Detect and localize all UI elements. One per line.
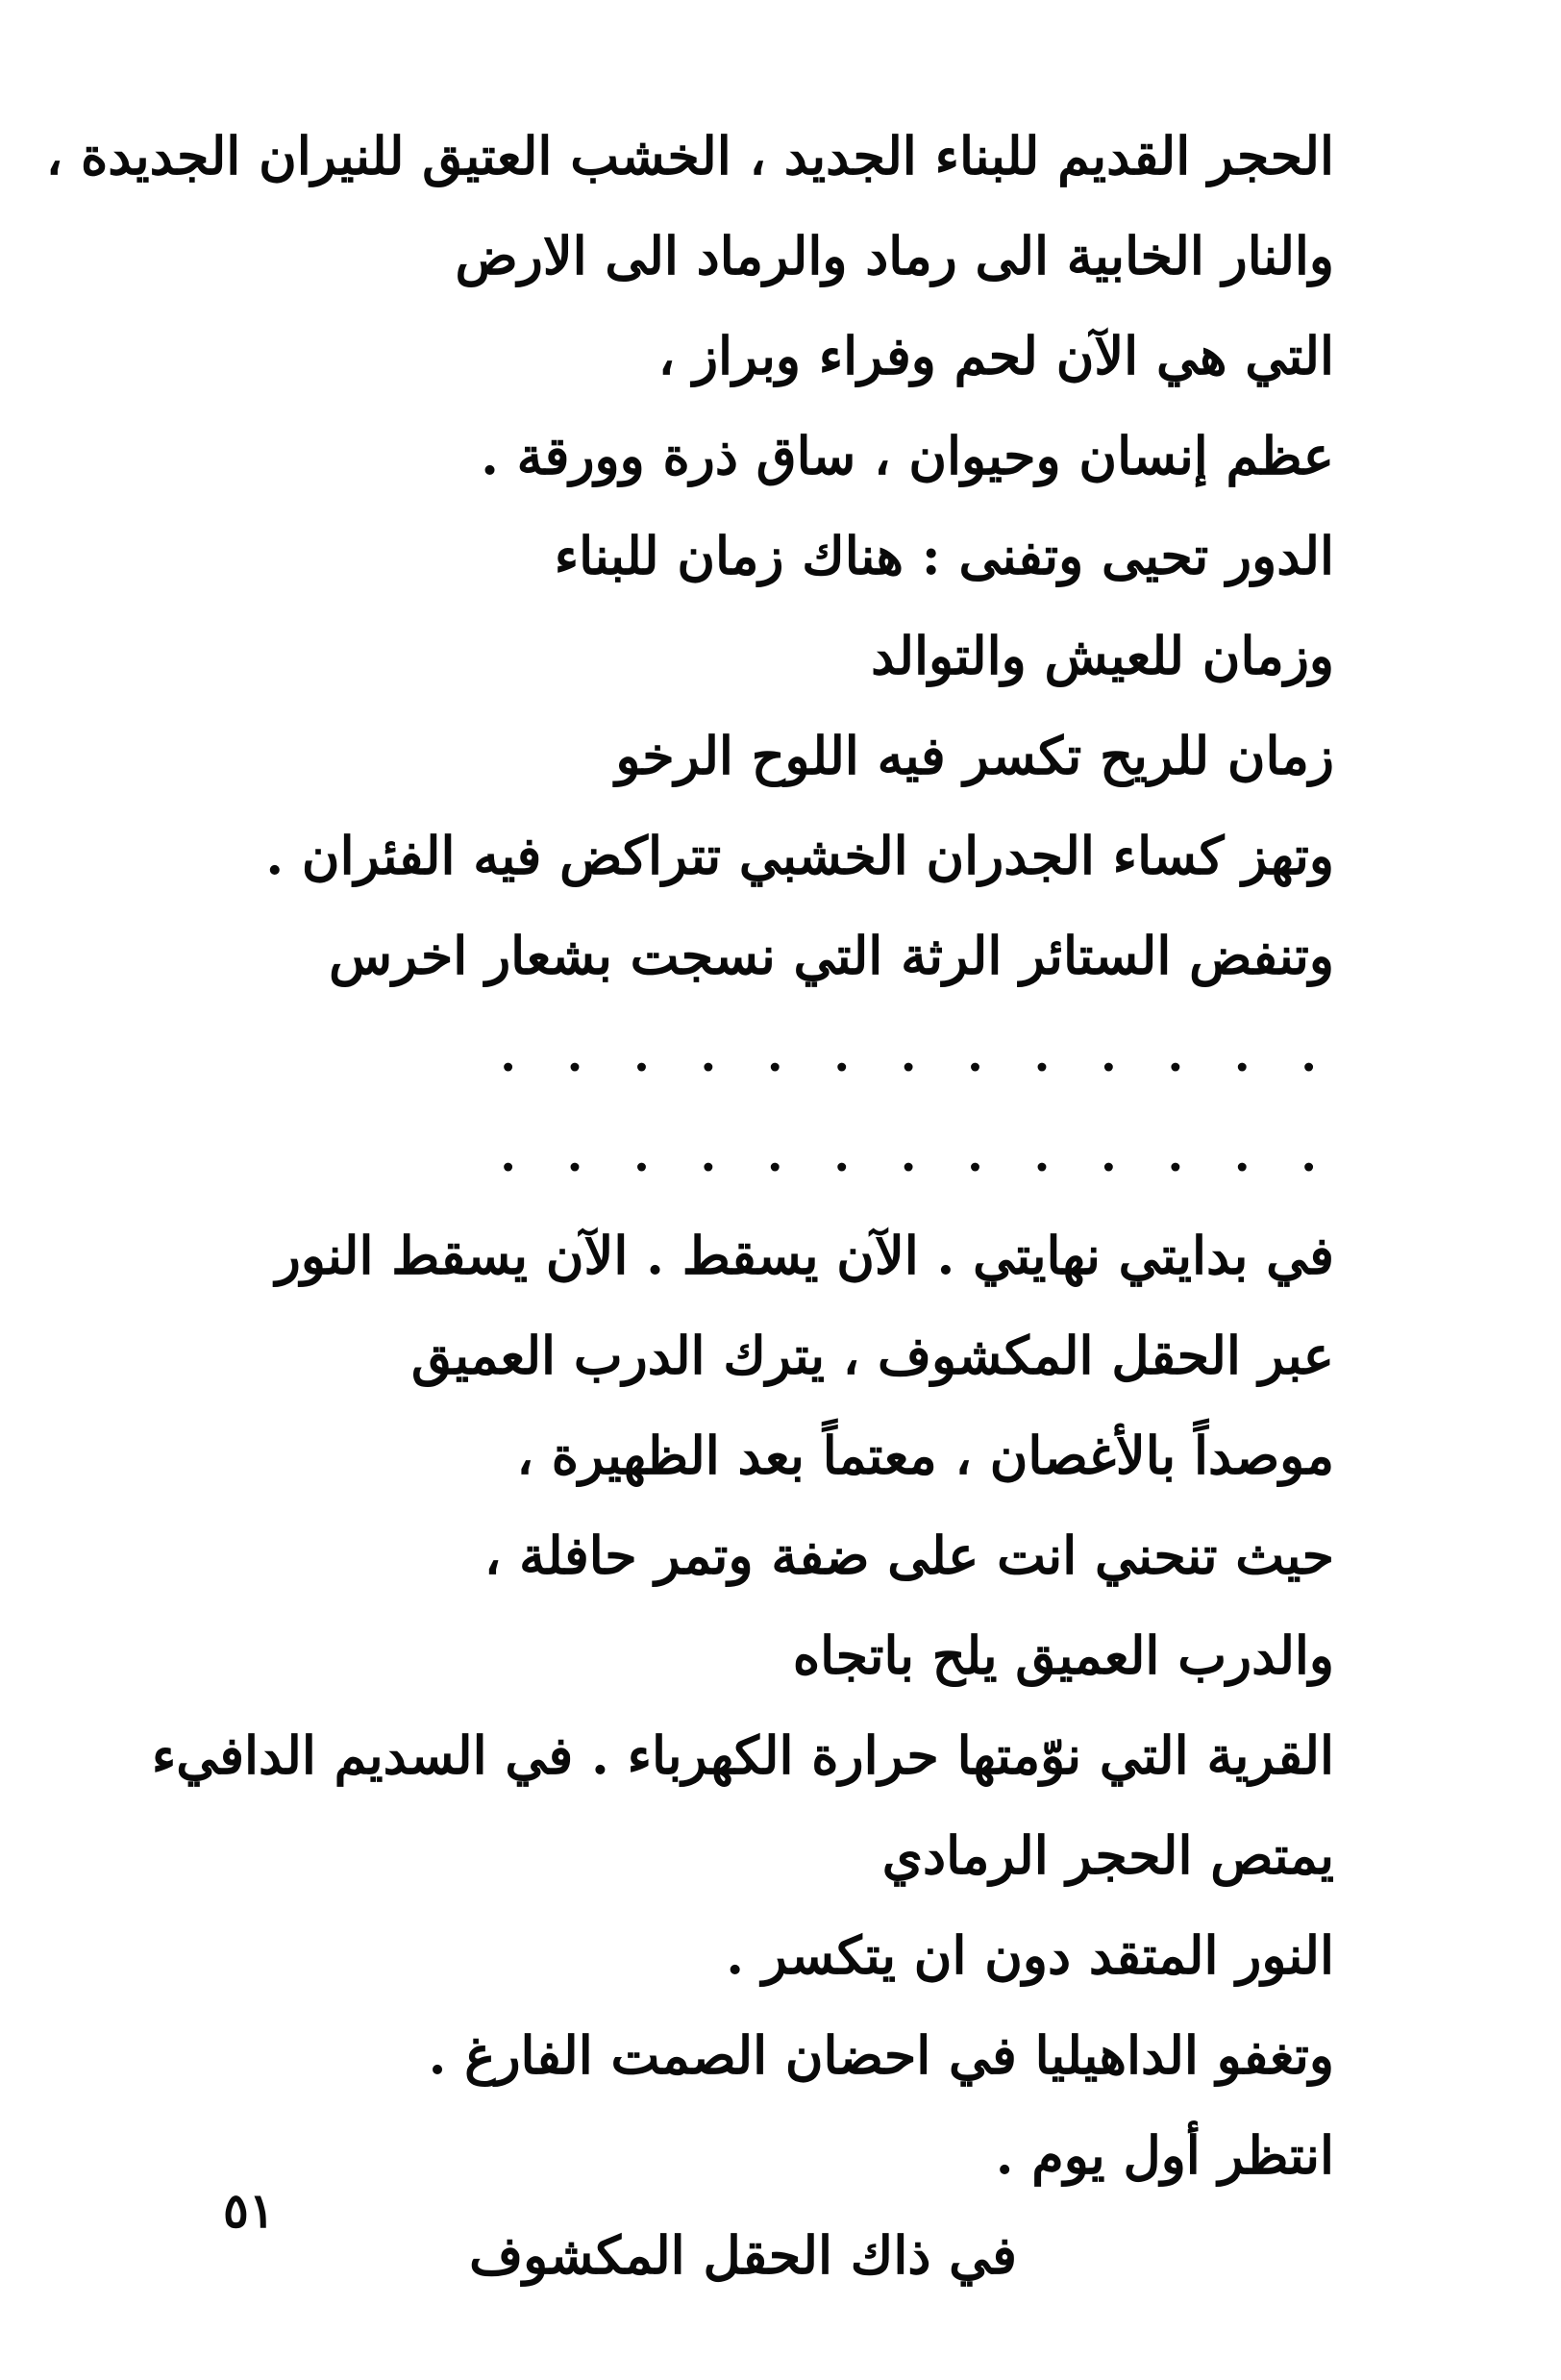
poem-line: وتهز كساء الجدران الخشبي تتراكض فيه الفئران . — [265, 825, 1334, 886]
poem-line: يمتص الحجر الرمادي — [881, 1824, 1334, 1886]
poem-line: عبر الحقل المكشوف ، يترك الدرب العميق — [410, 1325, 1334, 1386]
poem-line: النور المتقد دون ان يتكسر . — [726, 1924, 1334, 1986]
poem-line: والدرب العميق يلح باتجاه — [792, 1624, 1334, 1686]
poem-line: زمان للريح تكسر فيه اللوح الرخو — [615, 725, 1334, 786]
poem-line: والنار الخابية الى رماد والرماد الى الارض — [455, 225, 1334, 286]
poem-line: وتنفض الستائر الرثة التي نسجت بشعار اخرس — [329, 925, 1334, 986]
poem-line: موصداً بالأغصان ، معتماً بعد الظهيرة ، — [516, 1425, 1334, 1486]
ellipsis-separator: . . . . . . . . . . . . . — [500, 1128, 1334, 1182]
page-number: ٥١ — [223, 2182, 275, 2239]
ellipsis-separator: . . . . . . . . . . . . . — [500, 1029, 1334, 1082]
poem-text — [45, 106, 1334, 2305]
poem-line: في بدايتي نهايتي . الآن يسقط . الآن يسقط النور — [275, 1225, 1334, 1286]
poem-line: الحجر القديم للبناء الجديد ، الخشب العتيق للنيران الجديدة ، — [45, 125, 1334, 186]
poem-line: انتظر أول يوم . — [995, 2124, 1334, 2186]
poem-line: في ذاك الحقل المكشوف — [469, 2224, 1017, 2286]
poem-line: القرية التي نوّمتها حرارة الكهرباء . في السديم الدافيء — [151, 1724, 1334, 1786]
poem-line: عظم إنسان وحيوان ، ساق ذرة وورقة . — [481, 425, 1334, 486]
poem-line: وتغفو الداهيليا في احضان الصمت الفارغ . — [428, 2024, 1334, 2086]
poem-line: التي هي الآن لحم وفراء وبراز ، — [657, 325, 1334, 386]
poem-line: حيث تنحني انت على ضفة وتمر حافلة ، — [483, 1525, 1334, 1586]
poem-line: وزمان للعيش والتوالد — [871, 625, 1334, 686]
poem-line: الدور تحيى وتفنى : هناك زمان للبناء — [554, 525, 1334, 586]
